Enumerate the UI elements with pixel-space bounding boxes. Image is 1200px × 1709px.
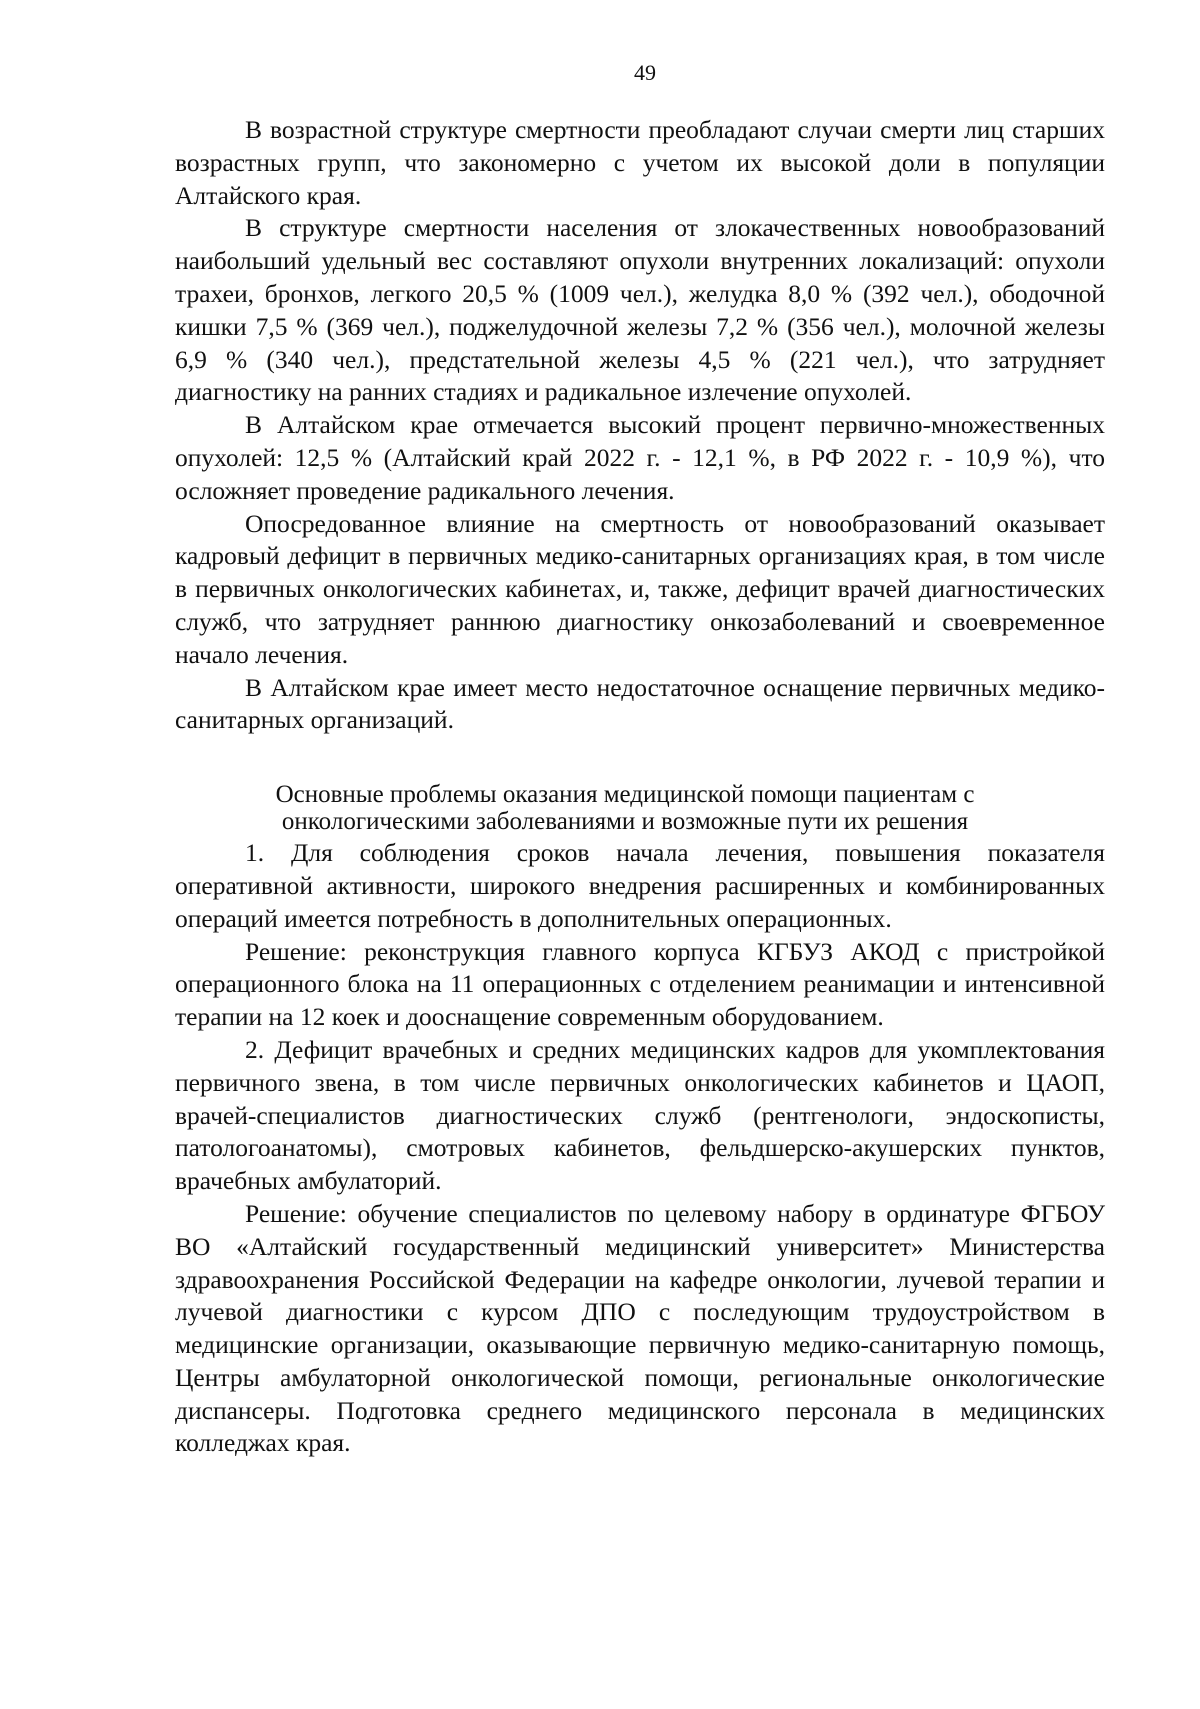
paragraph-solution-2: Решение: обучение специалистов по целевому набору в ординатуре ФГБОУ ВО «Алтайский государственный медицинский университет» Министерства здравоохранения Российской Федерации на кафедре онкологии, лучевой терапии и лучевой диагностики с курсом ДПО с последующим трудоустройством в медицинские организации, оказывающие первичную медико-санитарную помощь, Центры амбулаторной онкологической помощи, региональные онкологические диспансеры. Подготовка среднего медицинского персонала в медицинских колледжах края. [175, 1198, 1105, 1458]
paragraph-staff-deficit: Опосредованное влияние на смертность от новообразований оказывает кадровый дефицит в первичных медико-санитарных организациях края, в том числе в первичных онкологических кабинетах, и, также, дефицит врачей диагностических служб, что затрудняет раннюю диагностику онкозаболеваний и своевременное начало лечения. [175, 508, 1105, 669]
paragraph-multiple-tumors: В Алтайском крае отмечается высокий процент первично-множественных опухолей: 12,5 % (Алтайский край 2022 г. - 12,1 %, в РФ 2022 г. - 10,9 %), что осложняет проведение радикального лечения. [175, 410, 1105, 505]
document-body [175, 114, 1105, 1460]
section-heading-line-2: онкологическими заболеваниями и возможные пути их решения [281, 808, 969, 836]
paragraph-equipment: В Алтайском крае имеет место недостаточное оснащение первичных медико-санитарных организаций. [175, 672, 1105, 735]
section-heading [175, 781, 1105, 835]
paragraph-problem-1: 1. Для соблюдения сроков начала лечения, повышения показателя оперативной активности, широкого внедрения расширенных и комбинированных операций имеется потребность в дополнительных операционных. [175, 838, 1105, 933]
paragraph-age-structure: В возрастной структуре смертности преобладают случаи смерти лиц старших возрастных групп, что закономерно с учетом их высокой доли в популяции Алтайского края. [175, 115, 1105, 210]
paragraph-mortality-structure: В структуре смертности населения от злокачественных новообразований наибольший удельный вес составляют опухоли внутренних локализаций: опухоли трахеи, бронхов, легкого 20,5 % (1009 чел.), желудка 8,0 % (392 чел.), ободочной кишки 7,5 % (369 чел.), поджелудочной железы 7,2 % (356 чел.), молочной железы 6,9 % (340 чел.), предстательной железы 4,5 % (221 чел.), что затрудняет диагностику на ранних стадиях и радикальное излечение опухолей. [175, 213, 1105, 407]
page-number: 49 [634, 60, 656, 85]
paragraph-solution-1: Решение: реконструкция главного корпуса КГБУЗ АКОД с пристройкой операционного блока на 11 операционных с отделением реанимации и интенсивной терапии на 12 коек и дооснащение современным оборудованием. [175, 936, 1105, 1032]
paragraph-problem-2: 2. Дефицит врачебных и средних медицинских кадров для укомплектования первичного звена, в том числе первичных онкологических кабинетов и ЦАОП, врачей-специалистов диагностических служб (рентгенологи, эндоскописты, патологоанатомы), смотровых кабинетов, фельдшерско-акушерских пунктов, врачебных амбулаторий. [175, 1034, 1105, 1196]
section-heading-line-1: Основные проблемы оказания медицинской помощи пациентам с [275, 781, 975, 809]
